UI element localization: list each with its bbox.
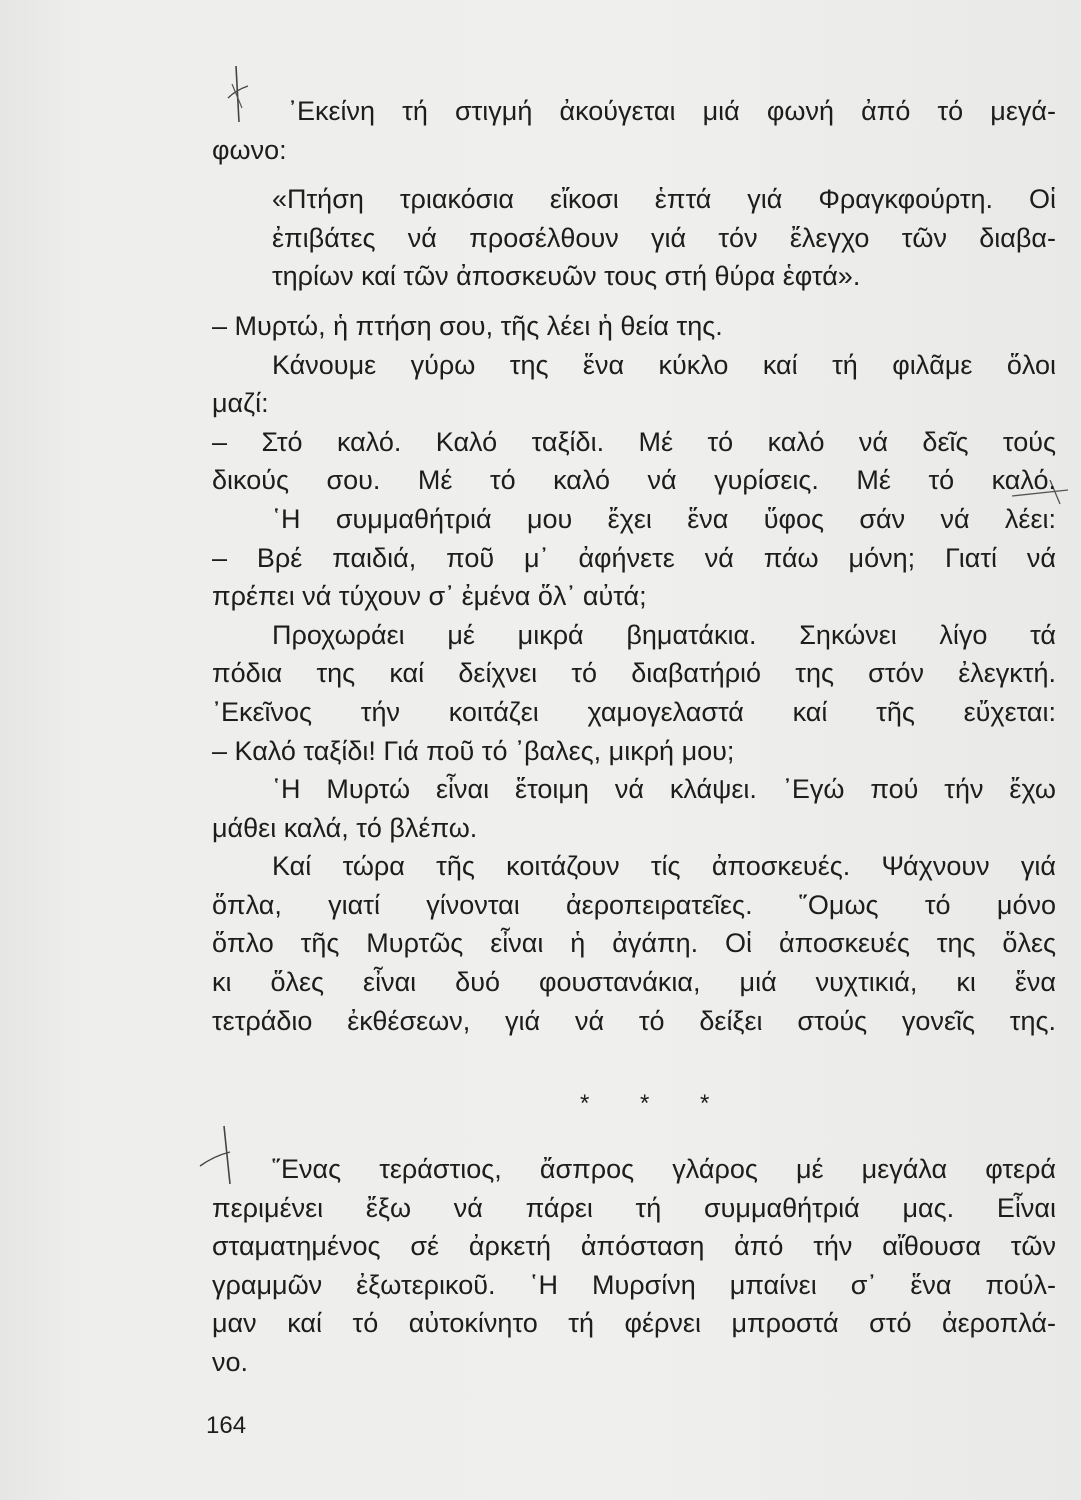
- text-line: ῞Ενας τεράστιος, ἄσπρος γλάρος μέ μεγάλα φτερά: [272, 1154, 1056, 1184]
- text-line: ᾿Εκεῖνος τήν κοιτάζει χαμογελαστά καί τῆς εὔχεται:: [212, 696, 1056, 727]
- text-line: περιμένει ἔξω νά πάρει τή συμμαθήτριά μας. Εἶναι: [212, 1192, 1056, 1223]
- text-line: μάθει καλά, τό βλέπω.: [212, 812, 478, 843]
- page-number: 164: [206, 1412, 247, 1439]
- text-line: φωνο:: [212, 134, 287, 165]
- text-line: μαζί:: [212, 388, 269, 419]
- text-line: Κάνουμε γύρω της ἕνα κύκλο καί τή φιλᾶμε ὅλοι: [272, 349, 1056, 380]
- text-line: δικούς σου. Μέ τό καλό νά γυρίσεις. Μέ τό καλό.: [212, 465, 1056, 496]
- text-line: ᾿Εκείνη τή στιγμή ἀκούγεται μιά φωνή ἀπό τό μεγά-: [288, 96, 1056, 126]
- paragraph-gap: [212, 296, 1056, 307]
- text-line: κι ὅλες εἶναι δυό φουστανάκια, μιά νυχτικιά, κι ἕνα: [212, 967, 1056, 998]
- text-line: – Καλό ταξίδι! Γιά ποῦ τό ᾿βαλες, μικρή μου;: [212, 735, 735, 766]
- text-line: – Βρέ παιδιά, ποῦ μ᾿ ἀφήνετε νά πάω μόνη; Γιατί νά: [212, 542, 1056, 573]
- body-text-after-break: [212, 1150, 1056, 1382]
- text-line: ῾Η Μυρτώ εἶναι ἕτοιμη νά κλάψει. ᾿Εγώ πού τήν ἔχω: [272, 774, 1056, 805]
- text-line: γραμμῶν ἐξωτερικοῦ. ῾Η Μυρσίνη μπαίνει σ᾿ ἕνα πούλ-: [212, 1269, 1056, 1300]
- text-line: ὅπλα, γιατί γίνονται ἀεροπειρατεῖες. ῞Ομως τό μόνο: [212, 889, 1056, 920]
- text-line: ὅπλο τῆς Μυρτῶς εἶναι ἡ ἀγάπη. Οἱ ἀποσκευές της ὅλες: [212, 928, 1056, 959]
- text-line: πόδια της καί δείχνει τό διαβατήριό της στόν ἐλεγκτή.: [212, 658, 1056, 689]
- text-line: – Στό καλό. Καλό ταξίδι. Μέ τό καλό νά δεῖς τούς: [212, 426, 1056, 457]
- text-line: μαν καί τό αὐτοκίνητο τή φέρνει μπροστά στό ἀεροπλά-: [212, 1308, 1056, 1339]
- text-line: Προχωράει μέ μικρά βηματάκια. Σηκώνει λίγο τά: [272, 619, 1056, 650]
- text-line: ἐπιβάτες νά προσέλθουν γιά τόν ἔλεγχο τῶν διαβα-: [272, 222, 1056, 253]
- text-line: «Πτήση τριακόσια εἴκοσι ἑπτά γιά Φραγκφούρτη. Οἱ: [272, 184, 1056, 215]
- body-text: [212, 92, 1056, 1040]
- section-break: * * *: [580, 1090, 732, 1117]
- text-line: ῾Η συμμαθήτριά μου ἔχει ἕνα ὕφος σάν νά λέει:: [272, 503, 1056, 534]
- text-line: πρέπει νά τύχουν σ᾿ ἐμένα ὅλ᾿ αὐτά;: [212, 581, 647, 612]
- text-line: σταματημένος σέ ἀρκετή ἀπόσταση ἀπό τήν αἴθουσα τῶν: [212, 1231, 1056, 1262]
- text-line: τετράδιο ἐκθέσεων, γιά νά τό δείξει στούς γονεῖς της.: [212, 1005, 1056, 1036]
- text-line: Καί τώρα τῆς κοιτάζουν τίς ἀποσκευές. Ψάχνουν γιά: [272, 851, 1056, 882]
- paragraph-gap: [212, 169, 1056, 180]
- text-line: τηρίων καί τῶν ἀποσκευῶν τους στή θύρα ἑφτά».: [272, 261, 861, 292]
- text-line: – Μυρτώ, ἡ πτήση σου, τῆς λέει ἡ θεία της.: [212, 310, 723, 341]
- text-line: νο.: [212, 1346, 249, 1377]
